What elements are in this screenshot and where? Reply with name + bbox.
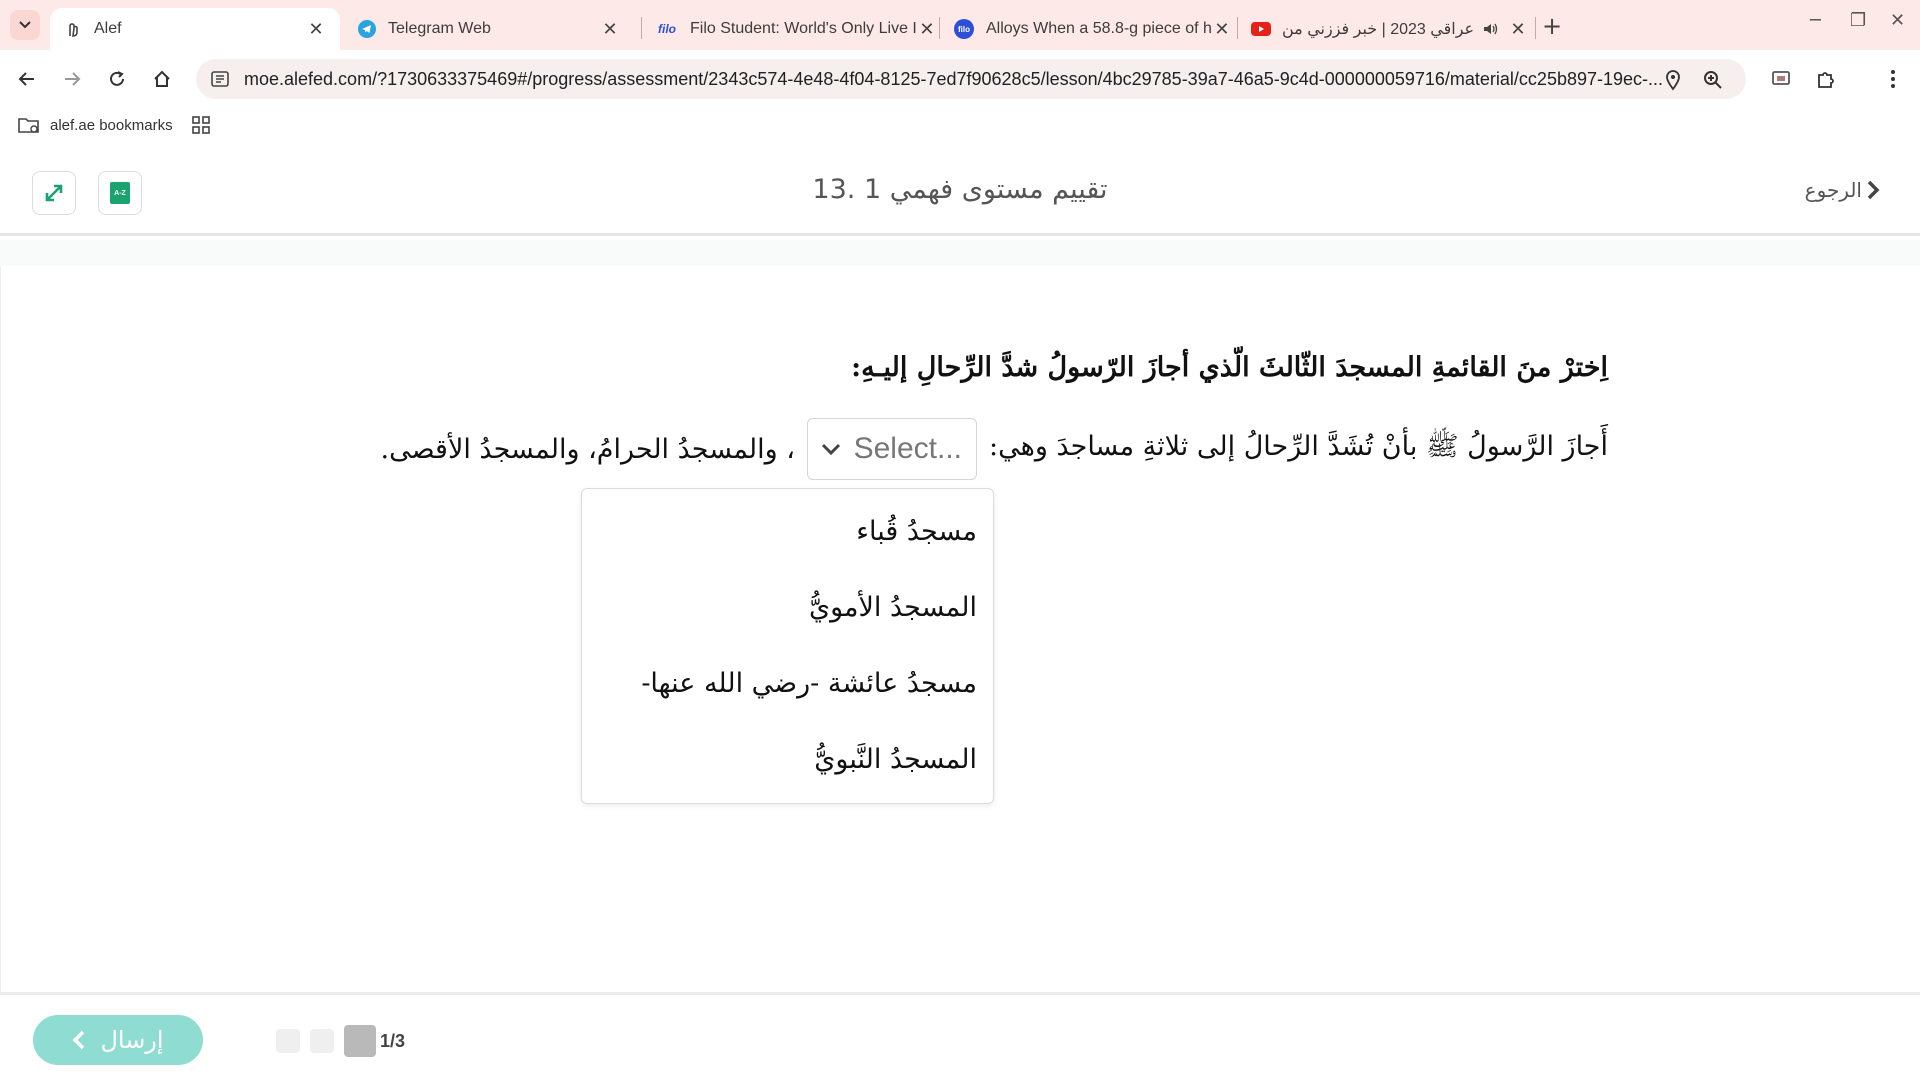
tab-alef[interactable] (50, 8, 340, 50)
app-footer (0, 992, 1920, 1080)
back-label: الرجوع (1804, 178, 1862, 202)
browser-tabstrip (0, 0, 1920, 50)
zoom-icon[interactable] (1702, 69, 1724, 91)
forward-arrow-icon[interactable] (57, 64, 87, 94)
dropdown-option[interactable]: مسجدُ قُباء (856, 515, 977, 547)
dropdown-option[interactable]: المسجدُ الأمويُّ (808, 591, 977, 623)
chevron-down-icon (820, 442, 842, 456)
content-band (0, 240, 1920, 266)
send-button[interactable] (33, 1015, 203, 1065)
question-sentence (381, 418, 1608, 480)
tab-title: عراقي 2023 | خبر فززني من (1282, 21, 1475, 38)
restore-icon[interactable]: ❐ (1850, 10, 1867, 31)
tab-telegram[interactable] (344, 8, 634, 50)
send-label: إرسال (100, 1026, 164, 1054)
question-prompt: اِخترْ منَ القائمةِ المسجدَ الثّالثَ الّذي أجازَ الرّسولُ شدَّ الرِّحالِ إليـهِ: (851, 352, 1608, 383)
tab-title: Alloys When a 58.8-g piece of h (986, 20, 1212, 37)
back-arrow-icon[interactable] (12, 64, 42, 94)
url-text: moe.alefed.com/?1730633375469#/progress/assessment/2343c574-4e48-4f04-8125-7ed7f90628c5/lesson/4bc29785-39a7-46a5-9c4d-000000059716/material/cc25b897-19ec-... (244, 68, 1664, 89)
progress-step[interactable] (276, 1029, 300, 1053)
bookmark-folder[interactable] (18, 116, 173, 134)
progress-step-current[interactable] (344, 1025, 376, 1057)
back-button[interactable] (1805, 178, 1880, 202)
telegram-icon (358, 20, 376, 38)
speaker-icon[interactable] (1482, 20, 1500, 38)
answer-select[interactable] (807, 418, 977, 480)
progress-count: 1/3 (380, 1030, 406, 1051)
filo-circle-icon: filo (954, 19, 974, 39)
tab-title: Filo Student: World's Only Live I (690, 20, 917, 37)
tab-youtube[interactable] (1238, 8, 1528, 50)
alef-hand-icon (64, 20, 82, 38)
close-window-icon[interactable]: ✕ (1890, 10, 1906, 31)
apps-grid-icon[interactable] (192, 116, 210, 138)
minimize-icon[interactable]: ─ (1810, 10, 1821, 31)
close-tab-icon[interactable]: ✕ (919, 18, 935, 39)
tab-title: Telegram Web (388, 20, 491, 37)
site-info-icon[interactable] (210, 69, 230, 89)
folder-icon (18, 116, 40, 134)
extensions-icon[interactable] (1811, 64, 1841, 94)
page-title: 13. تقييم مستوى فهمي 1 (812, 174, 1108, 205)
progress-step[interactable] (310, 1029, 334, 1053)
select-placeholder: Select... (853, 432, 962, 465)
tab-filo-alloys[interactable] (940, 8, 1230, 50)
glossary-book-icon: A-Z (110, 182, 130, 204)
reload-icon[interactable] (102, 64, 132, 94)
tab-filo-student[interactable] (642, 8, 935, 50)
chevron-right-icon (1866, 179, 1880, 201)
close-tab-icon[interactable]: ✕ (308, 18, 324, 39)
chevron-left-icon (72, 1029, 86, 1051)
sentence-after: ، والمسجدُ الحرامُ، والمسجدُ الأقصى. (380, 433, 795, 465)
dropdown-option[interactable]: المسجدُ النَّبويُّ (814, 743, 977, 775)
location-pin-icon[interactable] (1662, 69, 1684, 91)
close-tab-icon[interactable]: ✕ (602, 18, 618, 39)
filo-icon: filo (658, 22, 676, 36)
chevron-down-icon (18, 18, 32, 32)
tab-search-button[interactable] (10, 10, 40, 40)
select-dropdown-list (581, 488, 994, 804)
question-progress (276, 1025, 405, 1057)
cast-icon[interactable] (1766, 64, 1796, 94)
dropdown-option[interactable]: مسجدُ عائشة -رضي الله عنها- (641, 667, 977, 699)
close-tab-icon[interactable]: ✕ (1510, 18, 1526, 39)
browser-toolbar (0, 50, 1920, 108)
home-icon[interactable] (147, 64, 177, 94)
sentence-before: أَجازَ الرَّسولُ ﷺ بأنْ تُشَدَّ الرِّحالُ إلى ثلاثةِ مساجدَ وهي: (989, 431, 1608, 462)
bookmark-folder-label: alef.ae bookmarks (50, 116, 173, 134)
app-header (0, 150, 1920, 236)
close-tab-icon[interactable]: ✕ (1214, 18, 1230, 39)
new-tab-icon[interactable]: + (1542, 12, 1563, 40)
tab-title: Alef (94, 20, 122, 37)
bookmarks-bar (0, 108, 1920, 150)
more-menu-icon[interactable] (1878, 64, 1908, 94)
youtube-icon (1252, 20, 1270, 38)
address-bar[interactable] (196, 59, 1746, 99)
tab-separator (1535, 17, 1536, 39)
